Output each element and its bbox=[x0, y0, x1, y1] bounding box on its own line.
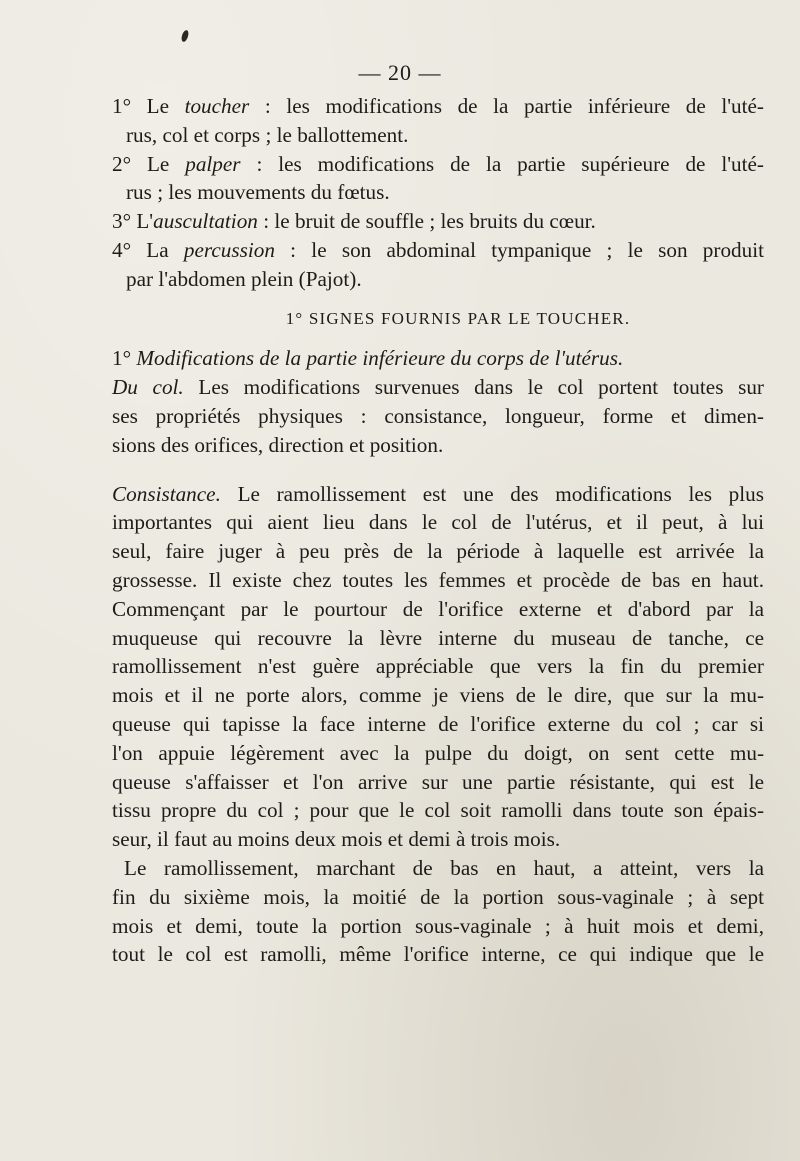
paragraph-line: l'on appuie légèrement avec la pulpe du doigt, on sent cette mu- bbox=[112, 740, 764, 765]
list-term: auscultation bbox=[153, 209, 258, 234]
paragraph-line: queuse qui tapisse la face interne de l'orifice externe du col ; car si bbox=[112, 711, 764, 736]
page-number: — 20 — bbox=[358, 60, 442, 85]
paragraph-line: ramollissement n'est guère appréciable que vers la fin du premier bbox=[112, 654, 764, 679]
paragraph-line: Le ramollissement, marchant de bas en haut, a atteint, vers la bbox=[124, 855, 764, 880]
list-item-continuation: rus, col et corps ; le ballottement. bbox=[126, 122, 409, 147]
list-item-auscultation bbox=[112, 207, 764, 236]
paragraph-line: sions des orifices, direction et position. bbox=[112, 432, 444, 457]
paragraph-line: grossesse. Il existe chez toutes les femmes et procède de bas en haut. bbox=[112, 567, 764, 592]
section-heading: 1° SIGNES FOURNIS PAR LE TOUCHER. bbox=[285, 308, 631, 328]
subheading-text: Modifications de la partie inférieure du corps de l'utérus. bbox=[136, 346, 624, 371]
list-item-continuation: par l'abdomen plein (Pajot). bbox=[126, 266, 362, 291]
spacer bbox=[112, 460, 764, 480]
paragraph-line: tout le col est ramolli, même l'orifice interne, ce qui indique que le bbox=[112, 942, 764, 967]
list-item-percussion bbox=[112, 236, 764, 265]
list-text: 1° Le bbox=[112, 94, 185, 118]
list-item-palper bbox=[112, 150, 764, 179]
paragraph-line: fin du sixième mois, la moitié de la portion sous-vaginale ; à sept bbox=[112, 884, 764, 909]
paragraph-line: seur, il faut au moins deux mois et demi à trois mois. bbox=[112, 827, 561, 852]
paragraph-line: Commençant par le pourtour de l'orifice externe et d'abord par la bbox=[112, 596, 764, 621]
paragraph-line: mois et demi, toute la portion sous-vaginale ; à huit mois et demi, bbox=[112, 913, 764, 938]
paragraph-line: muqueuse qui recouvre la lèvre interne du museau de tanche, ce bbox=[112, 625, 764, 650]
list-term: percussion bbox=[183, 237, 275, 262]
paragraph-line: mois et il ne porte alors, comme je viens de le dire, que sur la mu- bbox=[112, 683, 764, 708]
ink-spot bbox=[180, 29, 189, 42]
list-text: : les modifications de la partie supérieure de l'uté- bbox=[240, 151, 764, 176]
subheading bbox=[112, 344, 764, 373]
paragraph-text: Les modifications survenues dans le col portent toutes sur bbox=[183, 375, 764, 400]
paragraph-line: importantes qui aient lieu dans le col de l'utérus, et il peut, à lui bbox=[112, 510, 764, 535]
list-text: 4° La bbox=[112, 237, 184, 262]
paragraph-line: seul, faire juger à peu près de la période à laquelle est arrivée la bbox=[112, 539, 764, 564]
list-term: toucher bbox=[184, 94, 250, 118]
paragraph-lead: Du col. bbox=[112, 375, 184, 400]
list-item-toucher bbox=[112, 92, 764, 121]
list-item-continuation: rus ; les mouvements du fœtus. bbox=[126, 180, 390, 205]
list-text: : le son abdominal tympanique ; le son produit bbox=[274, 237, 765, 262]
spacer bbox=[112, 294, 764, 305]
list-text: 3° L' bbox=[112, 209, 154, 234]
page-body bbox=[112, 92, 764, 969]
list-text: : les modifications de la partie inférieure de l'uté- bbox=[249, 94, 764, 118]
paragraph-consistance-line bbox=[112, 480, 764, 509]
paragraph-text: Le ramollissement est une des modifications les plus bbox=[220, 481, 764, 506]
list-term: palper bbox=[185, 151, 241, 176]
paragraph-line: ses propriétés physiques : consistance, longueur, forme et dimen- bbox=[112, 403, 764, 428]
paragraph-line: tissu propre du col ; pour que le col soit ramolli dans toute son épais- bbox=[112, 798, 764, 823]
list-text: : le bruit de souffle ; les bruits du cœur. bbox=[257, 209, 596, 234]
spacer bbox=[112, 333, 764, 344]
paragraph-line: queuse s'affaisser et l'on arrive sur une partie résistante, qui est le bbox=[112, 769, 764, 794]
paragraph-col-line bbox=[112, 373, 764, 402]
list-text: 2° Le bbox=[112, 151, 186, 176]
paragraph-lead: Consistance. bbox=[112, 481, 221, 506]
subheading-number: 1° bbox=[112, 346, 137, 371]
